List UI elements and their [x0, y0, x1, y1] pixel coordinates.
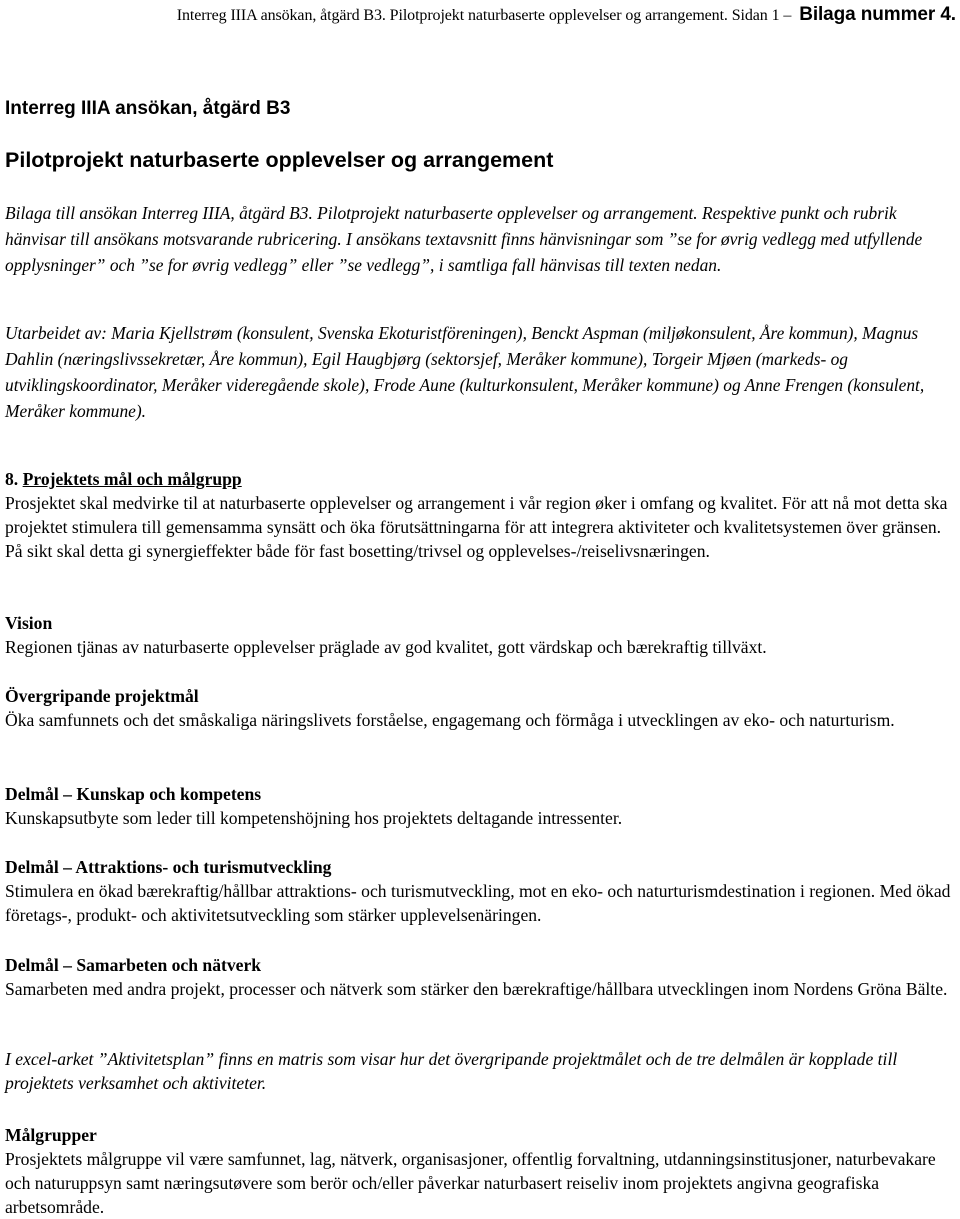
overgripande-text: Öka samfunnets och det småskaliga näringslivets forståelse, engagemang och förmåga i utvecklingen av eko- och naturturism. [5, 710, 895, 730]
vision-section [5, 611, 960, 659]
header-bilaga-label: Bilaga nummer 4. [799, 4, 956, 25]
authors-paragraph: Utarbeidet av: Maria Kjellstrøm (konsulent, Svenska Ekoturistföreningen), Benckt Aspman (miljøkonsulent, Åre kommun), Magnus Dahlin (næringslivssekretær, Åre kommun), Egil Haugbjørg (sektorsjef, Meråker kommune), Torgeir Mjøen (markeds- og utviklingskoordinator, Meråker videregående skole), Frode Aune (kulturkonsulent, Meråker kommune) og Anne Frengen (konsulent, Meråker kommune). [5, 323, 925, 421]
section-8 [5, 467, 960, 563]
delmal-attraktion-section [5, 855, 960, 927]
delmal-attraktion-text: Stimulera en ökad bærekraftig/hållbar attraktions- och turismutveckling, mot en eko- och naturturismdestination i regionen. Med ökad företags-, produkt- och aktivitetsutveckling som stärker upplevelsenäringen. [5, 881, 951, 925]
project-title: Pilotprojekt naturbaserte opplevelser og arrangement [5, 148, 554, 172]
delmal-kunskap-section [5, 782, 960, 830]
delmal-attraktion-heading: Delmål – Attraktions- och turismutveckling [5, 857, 332, 877]
section-8-text: Prosjektet skal medvirke til at naturbaserte opplevelser og arrangement i vår region øker i omfang og kvalitet. För att nå mot detta ska projektet stimulera till gemensamma synsätt och öka förutsättningarna för att integrera aktiviteter och kvalitetsystemen över gränsen. På sikt skal detta gi synergieffekter både för fast bosetting/trivsel og opplevelses-/reiselivsnæringen. [5, 493, 948, 561]
malgrupper-section [5, 1123, 960, 1219]
excel-note-paragraph: I excel-arket ”Aktivitetsplan” finns en matris som visar hur det övergripande projektmålet och de tre delmålen är kopplade till projektets verksamhet och aktiviteter. [5, 1049, 898, 1093]
section-8-title: Projektets mål och målgrupp [22, 469, 242, 489]
delmal-kunskap-text: Kunskapsutbyte som leder till kompetenshöjning hos projektets deltagande intressenter. [5, 808, 623, 828]
delmal-samarbete-heading: Delmål – Samarbeten och nätverk [5, 955, 262, 975]
header-running-text: Interreg IIIA ansökan, åtgärd B3. Pilotprojekt naturbaserte opplevelser og arrangement. Sidan 1 [176, 7, 780, 24]
delmal-samarbete-section [5, 953, 960, 1001]
overgripande-heading: Övergripande projektmål [5, 686, 199, 706]
delmal-kunskap-heading: Delmål – Kunskap och kompetens [5, 784, 262, 804]
malgrupper-heading: Målgrupper [5, 1125, 97, 1145]
section-8-heading [5, 469, 242, 489]
header-dash: – [783, 7, 792, 24]
section-8-number: 8. [5, 469, 19, 489]
malgrupper-text: Prosjektets målgruppe vil være samfunnet, lag, nätverk, organisasjoner, offentlig forvaltning, utdanningsinstitusjoner, naturbevakare och naturuppsyn samt næringsutøvere som berör och/eller påverkar naturbasert reiseliv inom projektets angivna geografiska arbetsområde. [5, 1149, 936, 1217]
delmal-samarbete-text: Samarbeten med andra projekt, processer och nätverk som stärker den bærekraftige/hållbara utvecklingen inom Nordens Gröna Bälte. [5, 979, 948, 999]
intro-paragraph: Bilaga till ansökan Interreg IIIA, åtgärd B3. Pilotprojekt naturbaserte opplevelser og arrangement. Respektive punkt och rubrik hänvisar till ansökans motsvarande rubricering. I ansökans textavsnitt finns hänvisningar som ”se for øvrig vedlegg med utfyllende opplysninger” och ”se for øvrig vedlegg” eller ”se vedlegg”, i samtliga fall hänvisas till texten nedan. [5, 203, 923, 275]
page-header [0, 4, 960, 26]
vision-heading: Vision [5, 613, 53, 633]
vision-text: Regionen tjänas av naturbaserte opplevelser präglade av god kvalitet, gott värdskap och bærekraftig tillväxt. [5, 637, 767, 657]
overgripande-section [5, 684, 960, 732]
document-title: Interreg IIIA ansökan, åtgärd B3 [5, 98, 291, 119]
